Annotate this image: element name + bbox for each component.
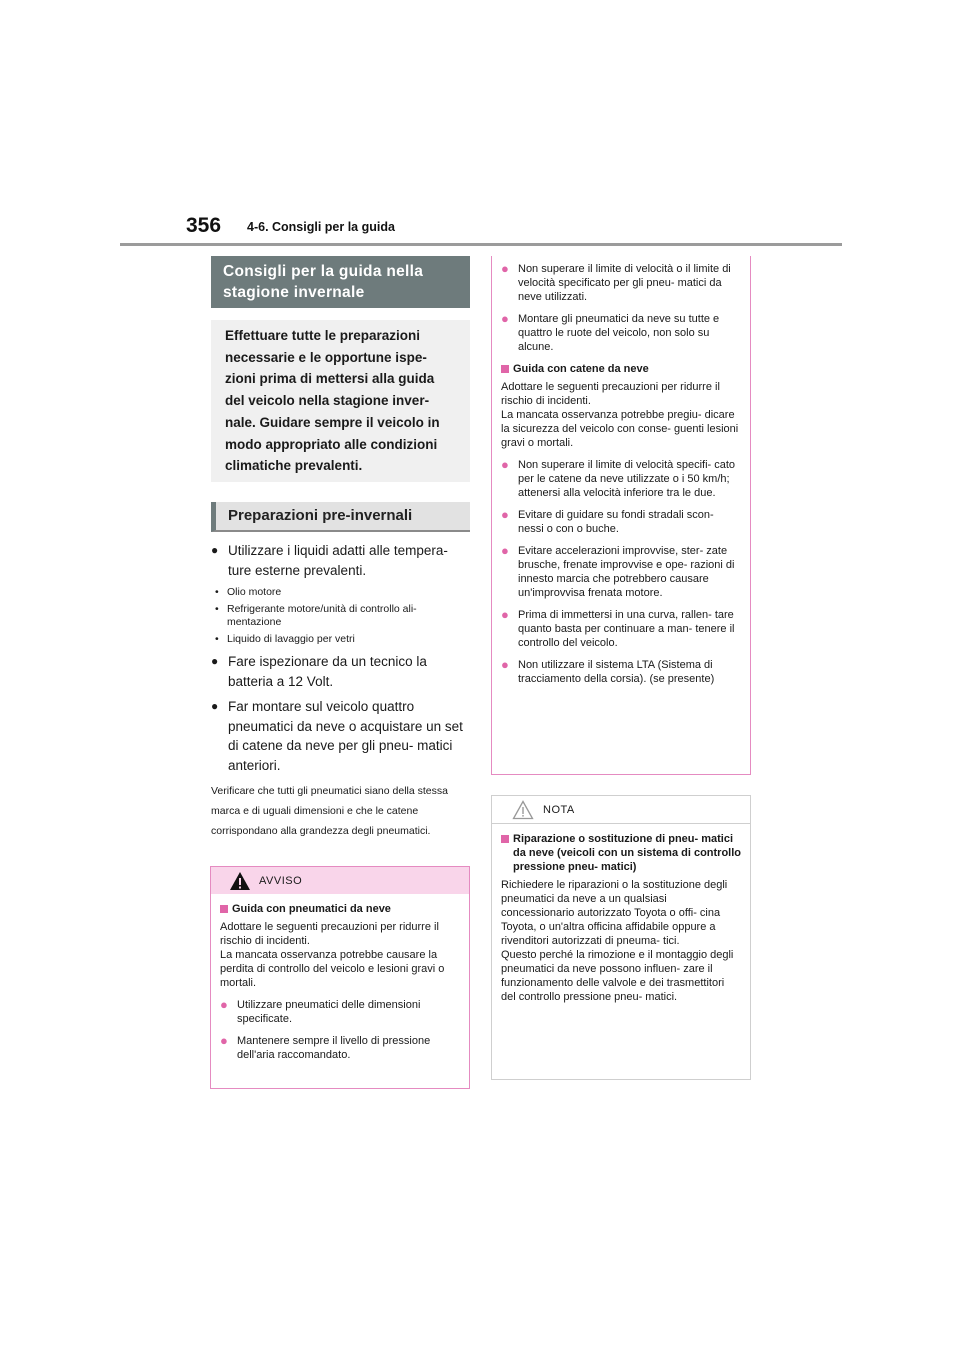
sub-list-item: • Olio motore: [211, 586, 470, 599]
warning-bullet: ● Prima di immettersi in una curva, rallen- tare quanto basta per continuare a man- tenere il controllo del veicolo.: [501, 608, 741, 650]
section-banner: Consigli per la guida nella stagione invernale: [211, 256, 470, 308]
nota-label: NOTA: [543, 804, 575, 816]
warning-bullet: ● Evitare di guidare su fondi stradali scon- nessi o con o buche.: [501, 508, 741, 536]
subsection-banner: Preparazioni pre-invernali: [211, 502, 470, 532]
nota-paragraph: Questo perché la rimozione e il montaggio degli pneumatici da neve possono influen- zare il funzionamento delle valvole e dei trasmettitori del controllo pressione pneu- matici.: [501, 949, 734, 1003]
warning-bullet: ● Non utilizzare il sistema LTA (Sistema di tracciamento della corsia). (se presente): [501, 658, 741, 686]
warning-paragraph: La mancata osservanza potrebbe causare la perdita di controllo del veicolo e lesioni gravi o mortali.: [220, 949, 445, 989]
nota-header: [492, 796, 750, 824]
list-item: ● Far montare sul veicolo quattro pneumatici da neve o acquistare un set di catene da neve per gli pneu- matici anteriori.: [211, 697, 470, 775]
section-title: 4-6. Consigli per la guida: [247, 220, 395, 234]
warning-bullet: ● Evitare accelerazioni improvvise, ster- zate brusche, frenate improvvise e ope- razioni di innesto marcia che potrebbero causare un'improvvisa frenata motore.: [501, 544, 741, 600]
left-list: [211, 541, 470, 841]
warning-continued-box: [491, 256, 751, 775]
warning-header: [211, 867, 469, 894]
warning-bullet: ● Montare gli pneumatici da neve su tutte e quattro le ruote del veicolo, non solo su alcune.: [501, 312, 741, 354]
warning-heading: Guida con catene da neve: [501, 362, 741, 376]
warning-label: AVVISO: [259, 875, 303, 887]
list-item: ● Fare ispezionare da un tecnico la batteria a 12 Volt.: [211, 652, 470, 691]
nota-heading: Riparazione o sostituzione di pneu- matici da neve (veicoli con un sistema di controllo pressione pneu- matici): [501, 832, 741, 874]
warning-icon: [229, 871, 251, 891]
warning-paragraph: Adottare le seguenti precauzioni per ridurre il rischio di incidenti.: [501, 381, 720, 407]
note-text: Verificare che tutti gli pneumatici siano della stessa marca e di uguali dimensioni e che le catene corrispondano alla grandezza degli pneumatici.: [211, 785, 448, 837]
sub-list-item: • Refrigerante motore/unità di controllo ali- mentazione: [211, 603, 470, 629]
warning-bullet: ● Non superare il limite di velocità o il limite di velocità specificato per gli pneu- matici da neve utilizzati.: [501, 262, 741, 304]
page-number: 356: [186, 214, 222, 237]
warning-paragraph: Adottare le seguenti precauzioni per ridurre il rischio di incidenti.: [220, 921, 439, 947]
nota-paragraph: Richiedere le riparazioni o la sostituzione degli pneumatici da neve a un qualsiasi concessionario autorizzato Toyota o offi- cina Toyota, o un'altra officina affidabile oppure a rivenditori autorizzati di pneuma- tici.: [501, 879, 728, 947]
warning-heading: Guida con pneumatici da neve: [220, 902, 460, 916]
header-rule: [120, 243, 842, 246]
warning-box: [210, 866, 470, 1089]
nota-box: [491, 795, 751, 1080]
list-item: ● Utilizzare i liquidi adatti alle tempera- ture esterne prevalenti.: [211, 541, 470, 580]
sub-list-item: • Liquido di lavaggio per vetri: [211, 633, 470, 646]
caution-icon: [512, 800, 534, 820]
intro-text: Effettuare tutte le preparazioni necessarie e le opportune ispe- zioni prima di mettersi alla guida del veicolo nella stagione inver- nale. Guidare sempre il veicolo in modo appropriato alle condizioni climatiche prevalenti.: [211, 320, 470, 482]
warning-bullet: ● Mantenere sempre il livello di pressione dell'aria raccomandato.: [220, 1034, 460, 1062]
warning-paragraph: La mancata osservanza potrebbe pregiu- dicare la sicurezza del veicolo con conse- guenti lesioni gravi o mortali.: [501, 409, 739, 449]
warning-bullet: ● Non superare il limite di velocità specifi- cato per le catene da neve utilizzate o i 50 km/h; attenersi alla velocità inferiore tra le due.: [501, 458, 741, 500]
warning-bullet: ● Utilizzare pneumatici delle dimensioni specificate.: [220, 998, 460, 1026]
